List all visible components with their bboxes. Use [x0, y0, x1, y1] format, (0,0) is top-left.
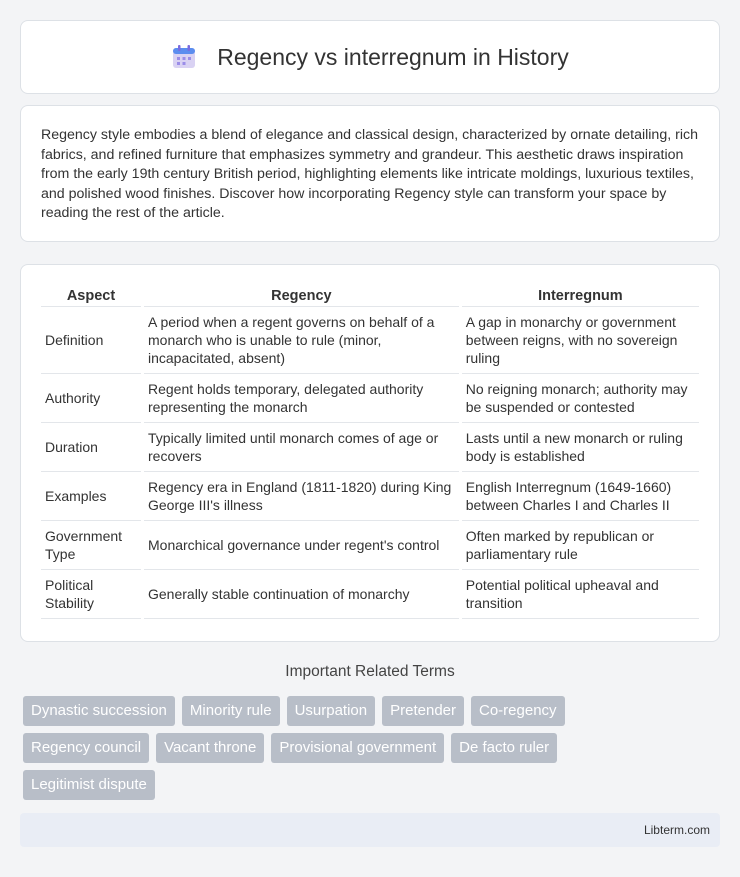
table-header-row [41, 285, 699, 307]
regency-cell: Monarchical governance under regent's control [144, 521, 459, 570]
tag-usurpation[interactable]: Usurpation [287, 696, 376, 726]
tag-dynastic-succession[interactable]: Dynastic succession [23, 696, 175, 726]
page-title: Regency vs interregnum in History [217, 43, 569, 70]
tag-co-regency[interactable]: Co-regency [471, 696, 565, 726]
column-header-regency: Regency [144, 285, 459, 307]
regency-cell: Regent holds temporary, delegated authority representing the monarch [144, 374, 459, 423]
table-row [41, 374, 699, 423]
related-terms-list [23, 696, 703, 807]
regency-cell: A period when a regent governs on behalf of a monarch who is unable to rule (minor, incapacitated, absent) [144, 307, 459, 374]
tag-pretender[interactable]: Pretender [382, 696, 464, 726]
interregnum-cell: A gap in monarchy or government between reigns, with no sovereign ruling [462, 307, 699, 374]
interregnum-cell: Often marked by republican or parliamentary rule [462, 521, 699, 570]
aspect-cell: Government Type [41, 521, 141, 570]
column-header-aspect: Aspect [41, 285, 141, 307]
table-row [41, 570, 699, 619]
title-card [20, 20, 720, 94]
aspect-cell: Examples [41, 472, 141, 521]
aspect-cell: Authority [41, 374, 141, 423]
regency-cell: Generally stable continuation of monarchy [144, 570, 459, 619]
interregnum-cell: Potential political upheaval and transition [462, 570, 699, 619]
tag-vacant-throne[interactable]: Vacant throne [156, 733, 264, 763]
comparison-card [20, 264, 720, 642]
tag-provisional-government[interactable]: Provisional government [271, 733, 444, 763]
regency-cell: Regency era in England (1811-1820) during King George III's illness [144, 472, 459, 521]
tag-legitimist-dispute[interactable]: Legitimist dispute [23, 770, 155, 800]
table-row [41, 521, 699, 570]
intro-text: Regency style embodies a blend of elegance and classical design, characterized by ornate detailing, rich fabrics, and refined furniture that emphasizes symmetry and grandeur. This aesthetic draws inspiration from the early 19th century British period, highlighting elements like intricate moldings, luxurious textiles, and polished wood finishes. Discover how incorporating Regency style can transform your space by reading the rest of the article. [41, 127, 698, 222]
table-row [41, 472, 699, 521]
interregnum-cell: No reigning monarch; authority may be suspended or contested [462, 374, 699, 423]
calendar-icon [171, 44, 197, 70]
footer-site-link[interactable]: Libterm.com [643, 823, 710, 837]
related-terms-title: Important Related Terms [285, 663, 455, 680]
table-row [41, 423, 699, 472]
tag-regency-council[interactable]: Regency council [23, 733, 149, 763]
table-row [41, 307, 699, 374]
footer [20, 813, 720, 847]
intro-card [20, 105, 720, 242]
interregnum-cell: Lasts until a new monarch or ruling body is established [462, 423, 699, 472]
tag-minority-rule[interactable]: Minority rule [182, 696, 280, 726]
comparison-table [38, 285, 702, 619]
regency-cell: Typically limited until monarch comes of age or recovers [144, 423, 459, 472]
aspect-cell: Duration [41, 423, 141, 472]
interregnum-cell: English Interregnum (1649-1660) between Charles I and Charles II [462, 472, 699, 521]
tag-de-facto-ruler[interactable]: De facto ruler [451, 733, 557, 763]
aspect-cell: Definition [41, 307, 141, 374]
column-header-interregnum: Interregnum [462, 285, 699, 307]
aspect-cell: Political Stability [41, 570, 141, 619]
